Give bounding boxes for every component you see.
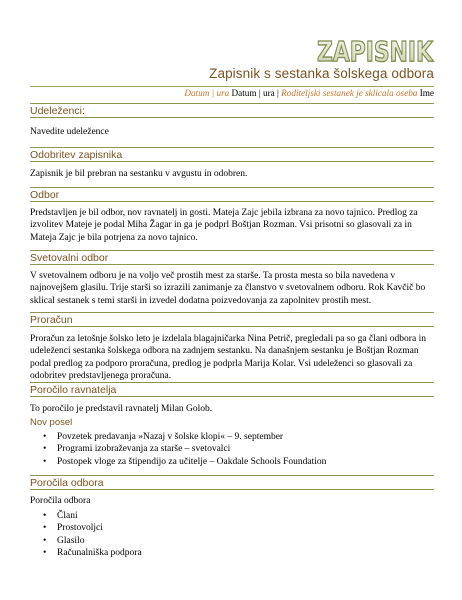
board-reports-text[interactable]: Poročila odbora: [30, 496, 91, 506]
section-heading-board-reports: [30, 475, 434, 490]
subtitle-divider: [30, 86, 434, 87]
section-heading-text: Odbor: [30, 189, 60, 201]
budget-text[interactable]: Proračun za letošnje šolsko leto je izdelala blagajničarka Nina Petrič, pregledali pa so ga člani odbora in udeleženci sestanka šolskega odbora na zadnjem sestanku. Na današnjem sestanku je Boštjan Rozman podal predlog za podporo proračuna, predlog je podprla Marija Kolar. Vsi udeleženci so glasovali za odobritev predstavljenega proračuna.: [30, 334, 426, 382]
section-heading-text: Poročila odbora: [30, 477, 104, 489]
bullet-icon: •: [43, 535, 47, 546]
approval-text[interactable]: Zapisnik je bil prebran na sestanku v avgustu in odobren.: [30, 169, 248, 179]
attendees-text[interactable]: Navedite udeležence: [30, 127, 109, 137]
section-heading-text: Poročilo ravnatelja: [30, 384, 117, 396]
section-heading-text: Proračun: [30, 314, 73, 326]
list-item-text: Programi izobraževanja za starše – svetovalci: [57, 444, 231, 455]
bullet-icon: •: [43, 456, 47, 467]
bullet-icon: •: [43, 548, 47, 559]
meta-separator: |: [274, 88, 282, 98]
board-reports-list: [30, 510, 142, 560]
time-value[interactable]: ura: [262, 88, 275, 98]
section-heading-advisory: [30, 250, 434, 265]
new-business-subheading: Nov posel: [30, 417, 73, 428]
section-heading-text: Svetovalni odbor: [30, 252, 109, 264]
document-subtitle: Zapisnik s sestanka šolskega odbora: [209, 66, 434, 81]
section-heading-budget: [30, 312, 434, 327]
list-item[interactable]: [30, 535, 142, 547]
list-item-text: Povzetek predavanja »Nazaj v šolske klopi« – 9. september: [57, 432, 284, 442]
meta-separator: |: [209, 88, 217, 98]
bullet-icon: •: [43, 444, 47, 455]
list-item[interactable]: [30, 510, 142, 522]
list-item-text: Računalniška podpora: [57, 548, 142, 559]
date-value[interactable]: Datum: [229, 88, 257, 98]
list-item-text: Postopek vloge za štipendijo za učitelje – Oakdale Schools Foundation: [57, 456, 327, 467]
list-item-text: Člani: [57, 511, 78, 521]
document-title-banner: [316, 34, 435, 68]
caller-placeholder[interactable]: Roditeljski sestanek je sklicala oseba: [281, 88, 418, 98]
meeting-meta-line: [184, 88, 434, 98]
new-business-list: [30, 431, 326, 468]
bullet-icon: •: [43, 511, 47, 521]
caller-value[interactable]: Ime: [417, 88, 434, 98]
board-text[interactable]: Predstavljen je bil odbor, nov ravnatelj in gosti. Mateja Zajc jebila izbrana za novo tajnico. Predlog za izvolitev Mateje je podal Miha Žagar in ga je podprl Boštjan Rozman. Vsi prisotni so glasovali za in Mateja Zajc je bila potrjena za novo tajnico.: [30, 208, 418, 243]
advisory-text[interactable]: V svetovalnem odboru je na voljo več prostih mest za starše. Ta prosta mesta so bila navedena v najnovejšem glasilu. Trije starši so izrazili zanimanje za članstvo v svetovalnem odboru. Rok Kavčič bo sklical sestanek s temi starši in izvedel dodatna poizvedovanja za zapolnitev prostih mest.: [30, 271, 426, 306]
section-heading-approval: [30, 147, 434, 162]
list-item[interactable]: [30, 456, 326, 468]
section-heading-attendees: [30, 103, 434, 118]
list-item[interactable]: [30, 522, 142, 534]
section-heading-principal-report: [30, 382, 434, 397]
list-item-text: Prostovoljci: [57, 523, 103, 534]
time-placeholder[interactable]: ura: [216, 88, 230, 98]
section-heading-text: Udeleženci:: [30, 105, 85, 117]
section-heading-text: Odobritev zapisnika: [30, 149, 123, 161]
principal-report-text[interactable]: To poročilo je predstavil ravnatelj Milan Golob.: [30, 404, 213, 414]
meta-separator: |: [256, 88, 263, 98]
section-heading-board: [30, 187, 434, 202]
bullet-icon: •: [43, 432, 47, 442]
date-placeholder[interactable]: Datum: [184, 88, 210, 98]
list-item[interactable]: [30, 431, 326, 443]
list-item[interactable]: [30, 547, 142, 559]
list-item[interactable]: [30, 443, 326, 455]
document-title: ZAPISNIK: [317, 35, 435, 68]
bullet-icon: •: [43, 523, 47, 534]
list-item-text: Glasilo: [57, 535, 85, 546]
